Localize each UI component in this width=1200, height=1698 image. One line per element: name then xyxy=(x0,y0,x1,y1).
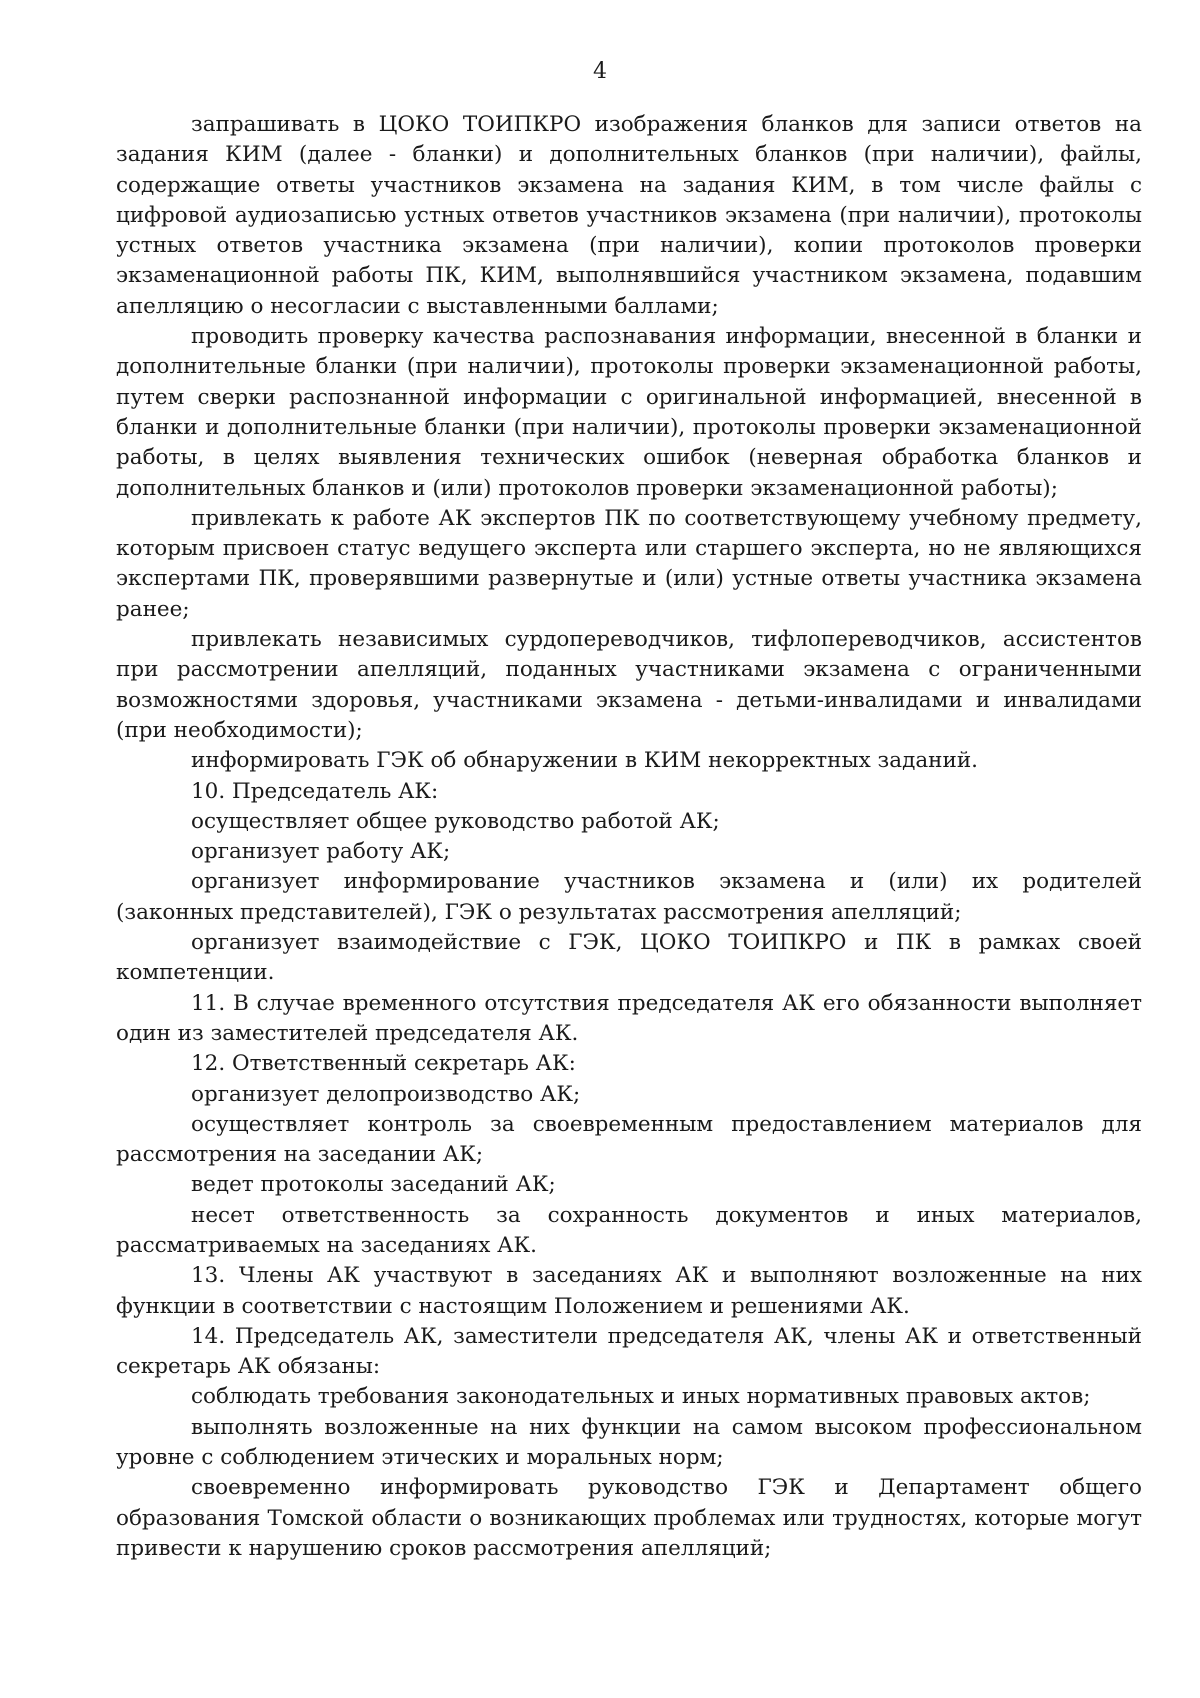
paragraph: организует информирование участников экзамена и (или) их родителей (законных представителей), ГЭК о результатах рассмотрения апелляций; xyxy=(116,869,1142,925)
paragraph: соблюдать требования законодательных и иных нормативных правовых актов; xyxy=(191,1384,1091,1410)
document-body xyxy=(116,110,1142,1564)
paragraph: выполнять возложенные на них функции на самом высоком профессиональном уровне с соблюдением этических и моральных норм; xyxy=(116,1414,1142,1471)
section-heading-10: 10. Председатель АК: xyxy=(191,778,439,804)
paragraph: осуществляет общее руководство работой АК; xyxy=(191,808,720,834)
page-number: 4 xyxy=(593,59,607,84)
paragraph: организует взаимодействие с ГЭК, ЦОКО ТОИПКРО и ПК в рамках своей компетенции. xyxy=(116,930,1142,986)
section-heading-12: 12. Ответственный секретарь АК: xyxy=(191,1051,576,1077)
paragraph: привлекать к работе АК экспертов ПК по соответствующему учебному предмету, которым присвоен статус ведущего эксперта или старшего эксперта, но не являющихся экспертами ПК, проверявшими развернутые и (или) устные ответы участника экзамена ранее; xyxy=(116,505,1142,622)
paragraph: осуществляет контроль за своевременным предоставлением материалов для рассмотрения на заседании АК; xyxy=(116,1111,1142,1168)
paragraph: организует работу АК; xyxy=(191,839,451,865)
section-heading-14: 14. Председатель АК, заместители председателя АК, члены АК и ответственный секретарь АК обязаны: xyxy=(116,1323,1142,1380)
paragraph: своевременно информировать руководство ГЭК и Департамент общего образования Томской области о возникающих проблемах или трудностях, которые могут привести к нарушению сроков рассмотрения апелляций; xyxy=(116,1475,1142,1561)
paragraph: запрашивать в ЦОКО ТОИПКРО изображения бланков для записи ответов на задания КИМ (далее - бланки) и дополнительных бланков (при наличии), файлы, содержащие ответы участников экзамена на задания КИМ, в том числе файлы с цифровой аудиозаписью устных ответов участников экзамена (при наличии), протоколы устных ответов участника экзамена (при наличии), копии протоколов проверки экзаменационной работы ПК, КИМ, выполнявшийся участником экзамена, подавшим апелляцию о несогласии с выставленными баллами; xyxy=(116,112,1142,319)
paragraph: ведет протоколы заседаний АК; xyxy=(191,1172,556,1198)
paragraph: организует делопроизводство АК; xyxy=(191,1081,581,1107)
paragraph: информировать ГЭК об обнаружении в КИМ некорректных заданий. xyxy=(191,748,978,774)
paragraph: несет ответственность за сохранность документов и иных материалов, рассматриваемых на заседаниях АК. xyxy=(116,1202,1142,1258)
section-13: 13. Члены АК участвуют в заседаниях АК и выполняют возложенные на них функции в соответствии с настоящим Положением и решениями АК. xyxy=(116,1263,1142,1319)
section-11: 11. В случае временного отсутствия председателя АК его обязанности выполняет один из заместителей председателя АК. xyxy=(116,990,1142,1046)
paragraph: проводить проверку качества распознавания информации, внесенной в бланки и дополнительные бланки (при наличии), протоколы проверки экзаменационной работы, путем сверки распознанной информации с оригинальной информацией, внесенной в бланки и дополнительные бланки (при наличии), протоколы проверки экзаменационной работы, в целях выявления технических ошибок (неверная обработка бланков и дополнительных бланков и (или) протоколов проверки экзаменационной работы); xyxy=(116,324,1142,501)
paragraph: привлекать независимых сурдопереводчиков, тифлопереводчиков, ассистентов при рассмотрении апелляций, поданных участниками экзамена с ограниченными возможностями здоровья, участниками экзамена - детьми-инвалидами и инвалидами (при необходимости); xyxy=(116,627,1142,743)
